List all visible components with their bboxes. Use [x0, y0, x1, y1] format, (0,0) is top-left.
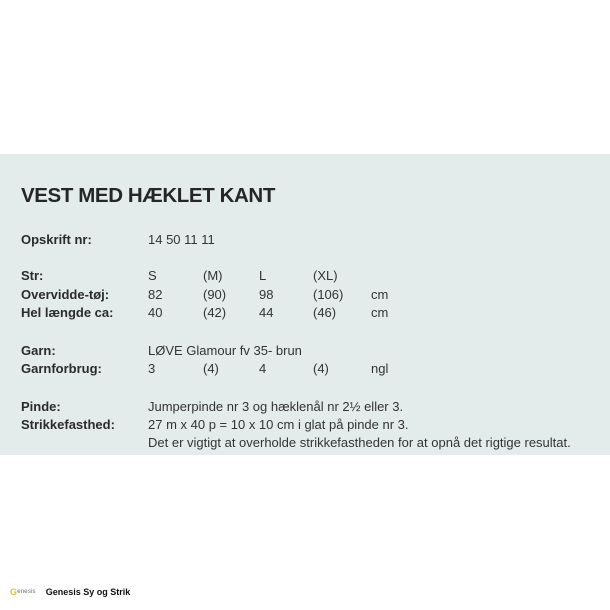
yarn-usage-s: 3: [148, 361, 156, 376]
chest-width-s: 82: [148, 287, 163, 302]
total-length-xl: (46): [313, 305, 337, 320]
total-length-label: Hel længde ca:: [21, 305, 114, 320]
chest-width-xl: (106): [313, 287, 344, 302]
yarn-label: Garn:: [21, 343, 56, 358]
yarn-usage-unit: ngl: [371, 361, 389, 376]
chest-width-l: 98: [259, 287, 274, 302]
total-length-m: (42): [203, 305, 227, 320]
yarn-usage-xl: (4): [313, 361, 329, 376]
yarn-usage-l: 4: [259, 361, 267, 376]
total-length-l: 44: [259, 305, 274, 320]
needles-label: Pinde:: [21, 399, 61, 414]
gauge-value: 27 m x 40 p = 10 x 10 cm i glat på pinde nr 3.: [148, 417, 409, 432]
size-m: (M): [203, 268, 223, 283]
total-length-s: 40: [148, 305, 163, 320]
yarn-value: LØVE Glamour fv 35- brun: [148, 343, 302, 358]
logo-text: enesis: [17, 589, 36, 595]
gauge-label: Strikkefasthed:: [21, 417, 115, 432]
recipe-number-value: 14 50 11 11: [148, 232, 215, 247]
recipe-number-label: Opskrift nr:: [21, 232, 92, 247]
size-l: L: [259, 268, 267, 283]
yarn-usage-label: Garnforbrug:: [21, 361, 102, 376]
size-s: S: [148, 268, 157, 283]
yarn-usage-m: (4): [203, 361, 219, 376]
chest-width-label: Overvidde-tøj:: [21, 287, 110, 302]
size-xl: (XL): [313, 268, 338, 283]
total-length-unit: cm: [371, 305, 389, 320]
chest-width-m: (90): [203, 287, 227, 302]
footer: [10, 585, 130, 599]
chest-width-unit: cm: [371, 287, 389, 302]
brand-name: Genesis Sy og Strik: [45, 587, 131, 597]
sizes-label: Str:: [21, 268, 44, 283]
logo-initial: G: [10, 587, 18, 597]
genesis-logo-icon: [10, 587, 36, 597]
needles-value: Jumperpinde nr 3 og hæklenål nr 2½ eller 3.: [148, 399, 404, 414]
gauge-note: Det er vigtigt at overholde strikkefastheden for at opnå det rigtige resultat.: [148, 435, 571, 450]
pattern-title: VEST MED HÆKLET KANT: [21, 184, 275, 207]
